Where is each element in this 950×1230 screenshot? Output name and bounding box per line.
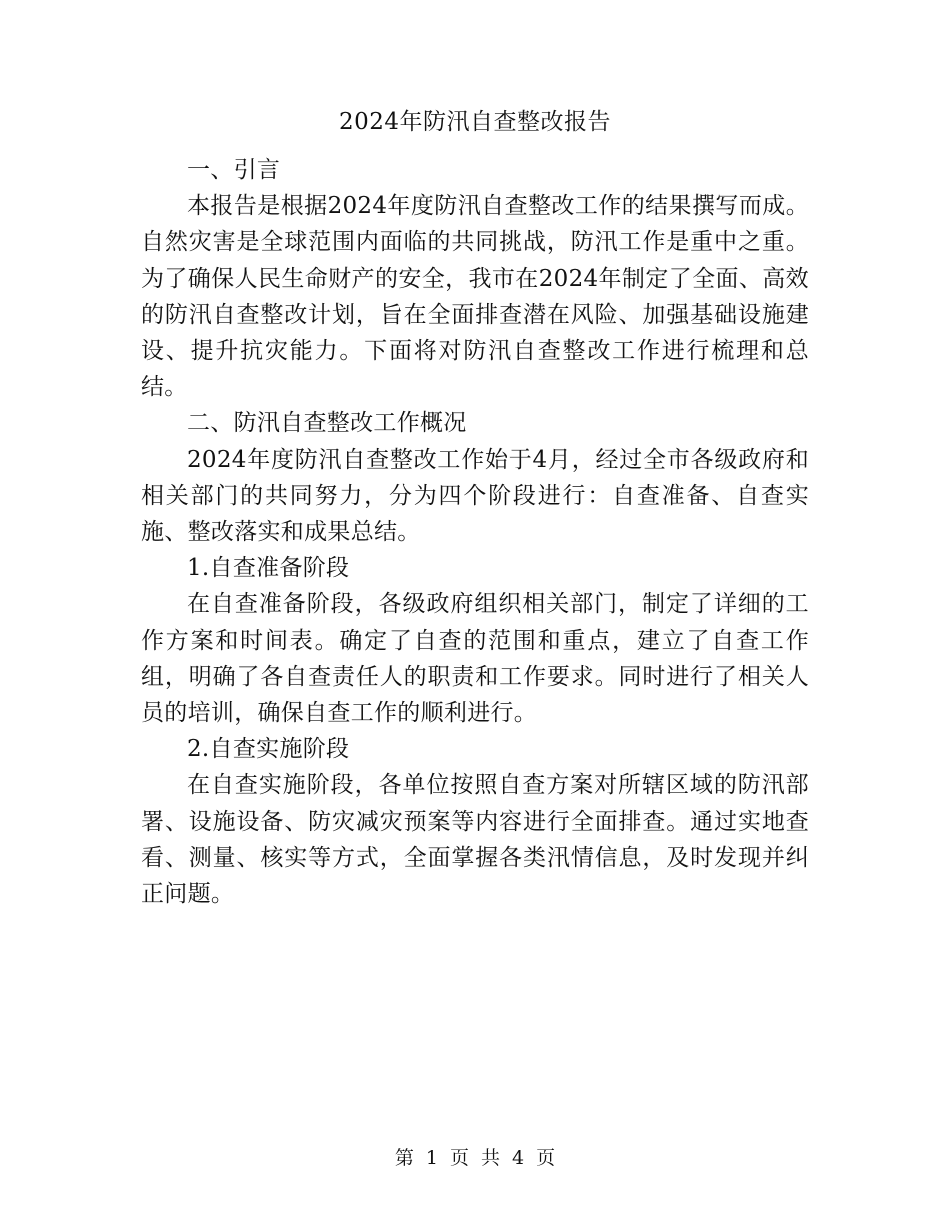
paragraph-preparation: 在自查准备阶段，各级政府组织相关部门，制定了详细的工作方案和时间表。确定了自查的范围和重点，建立了自查工作组，明确了各自查责任人的职责和工作要求。同时进行了相关人员的培训，确保自查工作的顺利进行。: [141, 591, 809, 727]
subsection-heading-preparation: 1.自查准备阶段: [187, 555, 350, 582]
paragraph-implementation: 在自查实施阶段，各单位按照自查方案对所辖区域的防汛部署、设施设备、防灾减灾预案等内容进行全面排查。通过实地查看、测量、核实等方式，全面掌握各类汛情信息，及时发现并纠正问题。: [141, 772, 809, 908]
page-footer: 第 1 页 共 4 页: [394, 1147, 556, 1169]
section-heading-introduction: 一、引言: [187, 157, 281, 183]
paragraph-introduction: 本报告是根据2024年度防汛自查整改工作的结果撰写而成。自然灾害是全球范围内面临的共同挑战，防汛工作是重中之重。为了确保人民生命财产的安全，我市在2024年制定了全面、高效的防汛自查整改计划，旨在全面排查潜在风险、加强基础设施建设、提升抗灾能力。下面将对防汛自查整改工作进行梳理和总结。: [141, 193, 809, 401]
paragraph-overview: 2024年度防汛自查整改工作始于4月，经过全市各级政府和相关部门的共同努力，分为四个阶段进行：自查准备、自查实施、整改落实和成果总结。: [141, 446, 809, 546]
document-title: 2024年防汛自查整改报告: [338, 109, 612, 135]
document-body: [141, 152, 809, 912]
subsection-heading-implementation: 2.自查实施阶段: [187, 736, 350, 763]
section-heading-overview: 二、防汛自查整改工作概况: [187, 410, 467, 437]
